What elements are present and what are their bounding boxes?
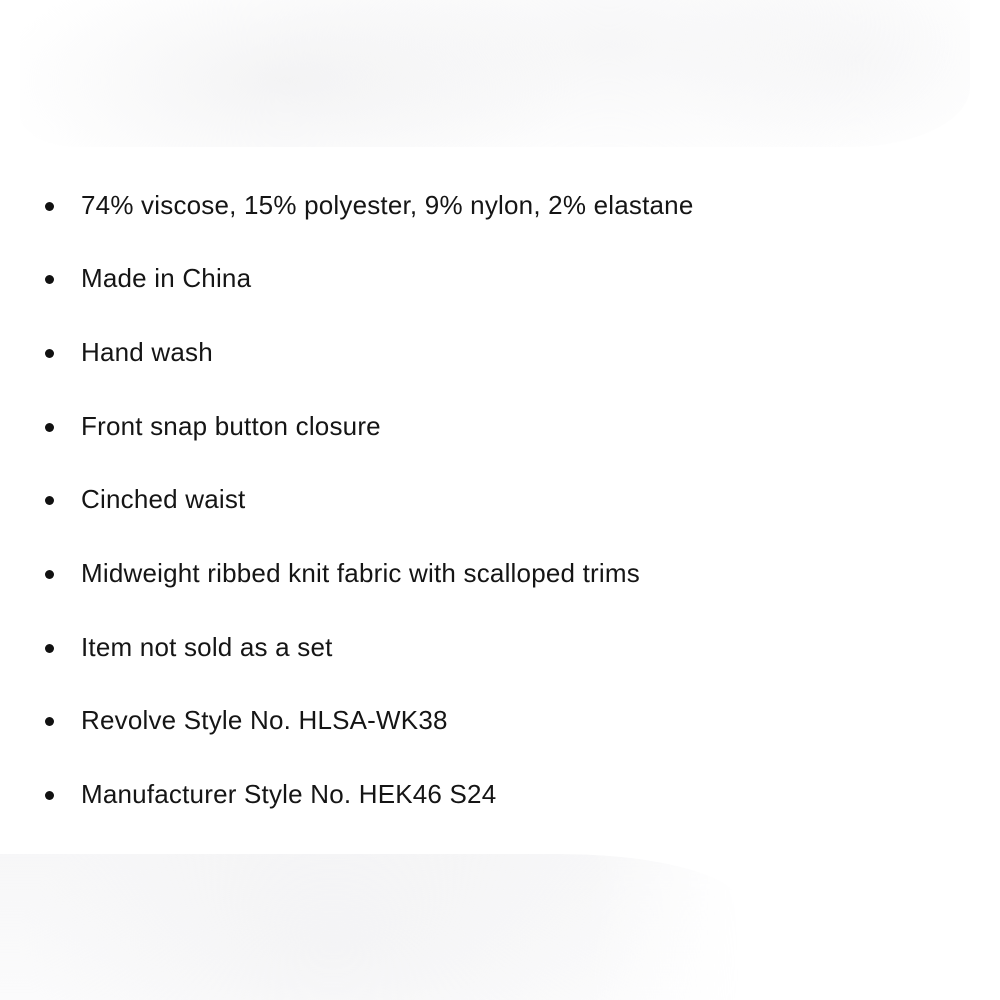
list-item-label: Item not sold as a set — [81, 631, 333, 662]
list-item-label: Midweight ribbed knit fabric with scalloped trims — [81, 557, 640, 588]
list-item — [45, 557, 694, 589]
list-item-label: Revolve Style No. HLSA-WK38 — [81, 705, 448, 736]
list-item-label: Hand wash — [81, 336, 213, 367]
bullet-icon — [45, 496, 54, 505]
bullet-icon — [45, 717, 54, 726]
list-item — [45, 631, 694, 663]
list-item-label: Cinched waist — [81, 484, 246, 515]
list-item-label: Made in China — [81, 263, 252, 294]
bullet-icon — [45, 644, 54, 653]
list-item — [45, 189, 694, 221]
product-details-list — [45, 189, 694, 811]
bullet-icon — [45, 570, 54, 579]
list-item-label: Manufacturer Style No. HEK46 S24 — [81, 779, 497, 809]
list-item — [45, 263, 694, 295]
bullet-icon — [45, 423, 54, 432]
list-item — [45, 705, 694, 737]
list-item — [45, 410, 694, 442]
bottom-photo-blur-remnant — [0, 854, 740, 1000]
list-item — [45, 484, 694, 516]
bullet-icon — [45, 275, 54, 284]
bullet-icon — [45, 791, 54, 800]
bullet-icon — [45, 202, 54, 211]
top-photo-blur-remnant — [20, 0, 970, 147]
list-item-label: 74% viscose, 15% polyester, 9% nylon, 2% elastane — [81, 189, 694, 220]
list-item-label: Front snap button closure — [81, 410, 381, 441]
bullet-icon — [45, 349, 54, 358]
list-item — [45, 779, 694, 811]
list-item — [45, 336, 694, 368]
